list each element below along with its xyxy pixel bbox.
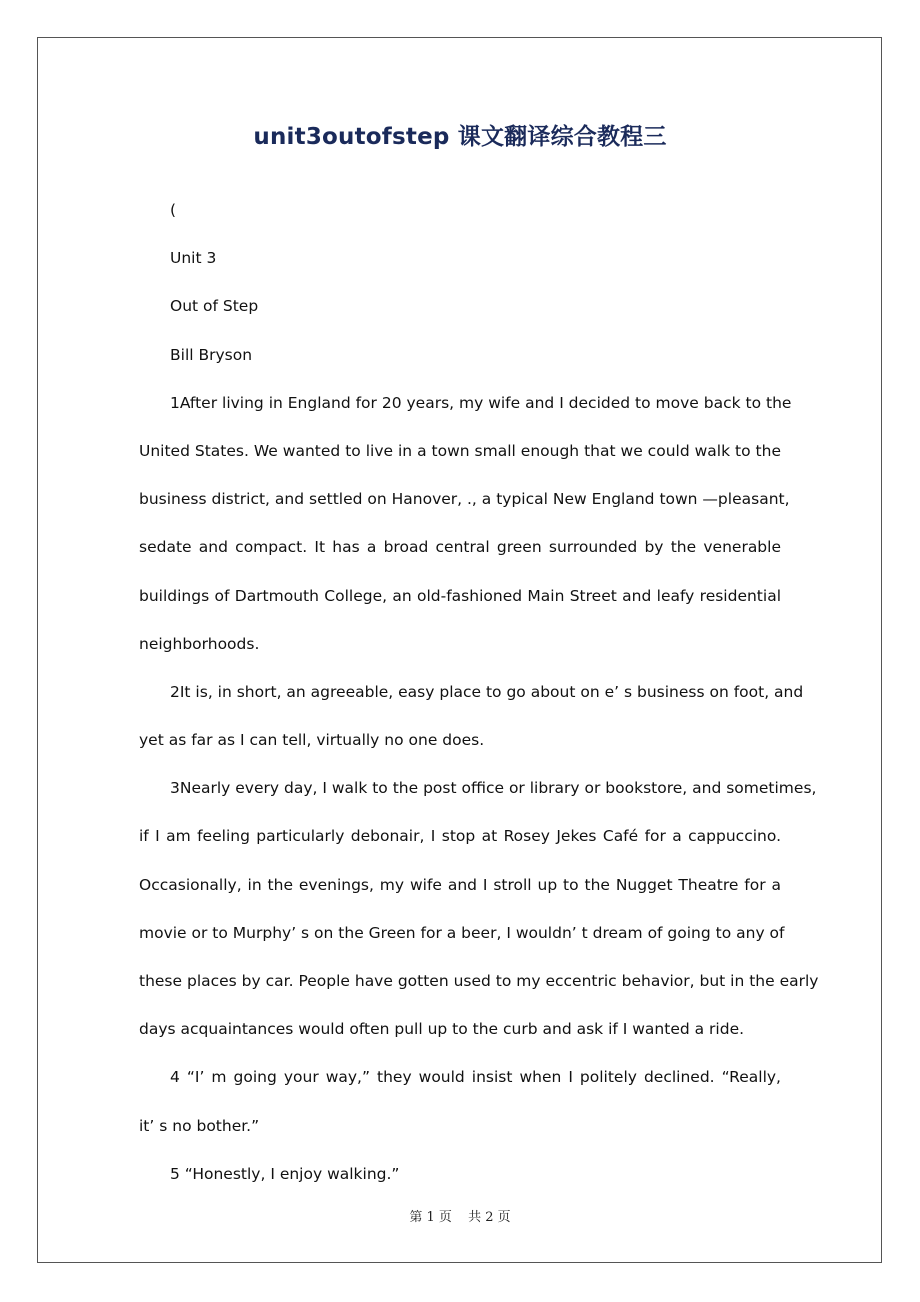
text-line: buildings of Dartmouth College, an old-fashioned Main Street and leafy residential (139, 586, 781, 605)
text-line: 2It is, in short, an agreeable, easy place to go about on e’ s business on foot, and (170, 682, 804, 701)
text-line: business district, and settled on Hanover, ., a typical New England town —pleasant, (139, 490, 790, 509)
text-line: it’ s no bother.” (139, 1116, 260, 1135)
text-line: these places by car. People have gotten used to my eccentric behavior, but in the early (139, 972, 819, 990)
text-line: Occasionally, in the evenings, my wife and I stroll up to the Nugget Theatre for a (139, 875, 781, 894)
text-line: 1After living in England for 20 years, my wife and I decided to move back to the (170, 393, 792, 412)
text-line: movie or to Murphy’ s on the Green for a beer, I wouldn’ t dream of going to any of (139, 923, 785, 942)
text-line: United States. We wanted to live in a town small enough that we could walk to the (139, 441, 781, 460)
text-line: yet as far as I can tell, virtually no one does. (139, 731, 485, 750)
text-line: sedate and compact. It has a broad central green surrounded by the venerable (139, 538, 781, 557)
text-line: Unit 3 (170, 249, 217, 268)
document-body (139, 186, 819, 1198)
text-line: 5 “Honestly, I enjoy walking.” (170, 1164, 400, 1183)
text-line: if I am feeling particularly debonair, I stop at Rosey Jekes Café for a cappuccino. (139, 827, 781, 846)
text-line: days acquaintances would often pull up to the curb and ask if I wanted a ride. (139, 1020, 745, 1039)
page-footer (0, 1206, 920, 1225)
page-number: 第 1 页 (409, 1210, 452, 1225)
text-line: 3Nearly every day, I walk to the post office or library or bookstore, and sometimes, (170, 779, 817, 798)
document-title: unit3outofstep 课文翻译综合教程三 (253, 124, 667, 150)
text-line: 4 “I’ m going your way,” they would insist when I politely declined. “Really, (170, 1068, 781, 1087)
text-line: Bill Bryson (170, 345, 253, 364)
page-total: 共 2 页 (468, 1210, 511, 1225)
text-line: ( (170, 201, 177, 219)
text-line: neighborhoods. (139, 634, 260, 653)
text-line: Out of Step (170, 297, 259, 316)
